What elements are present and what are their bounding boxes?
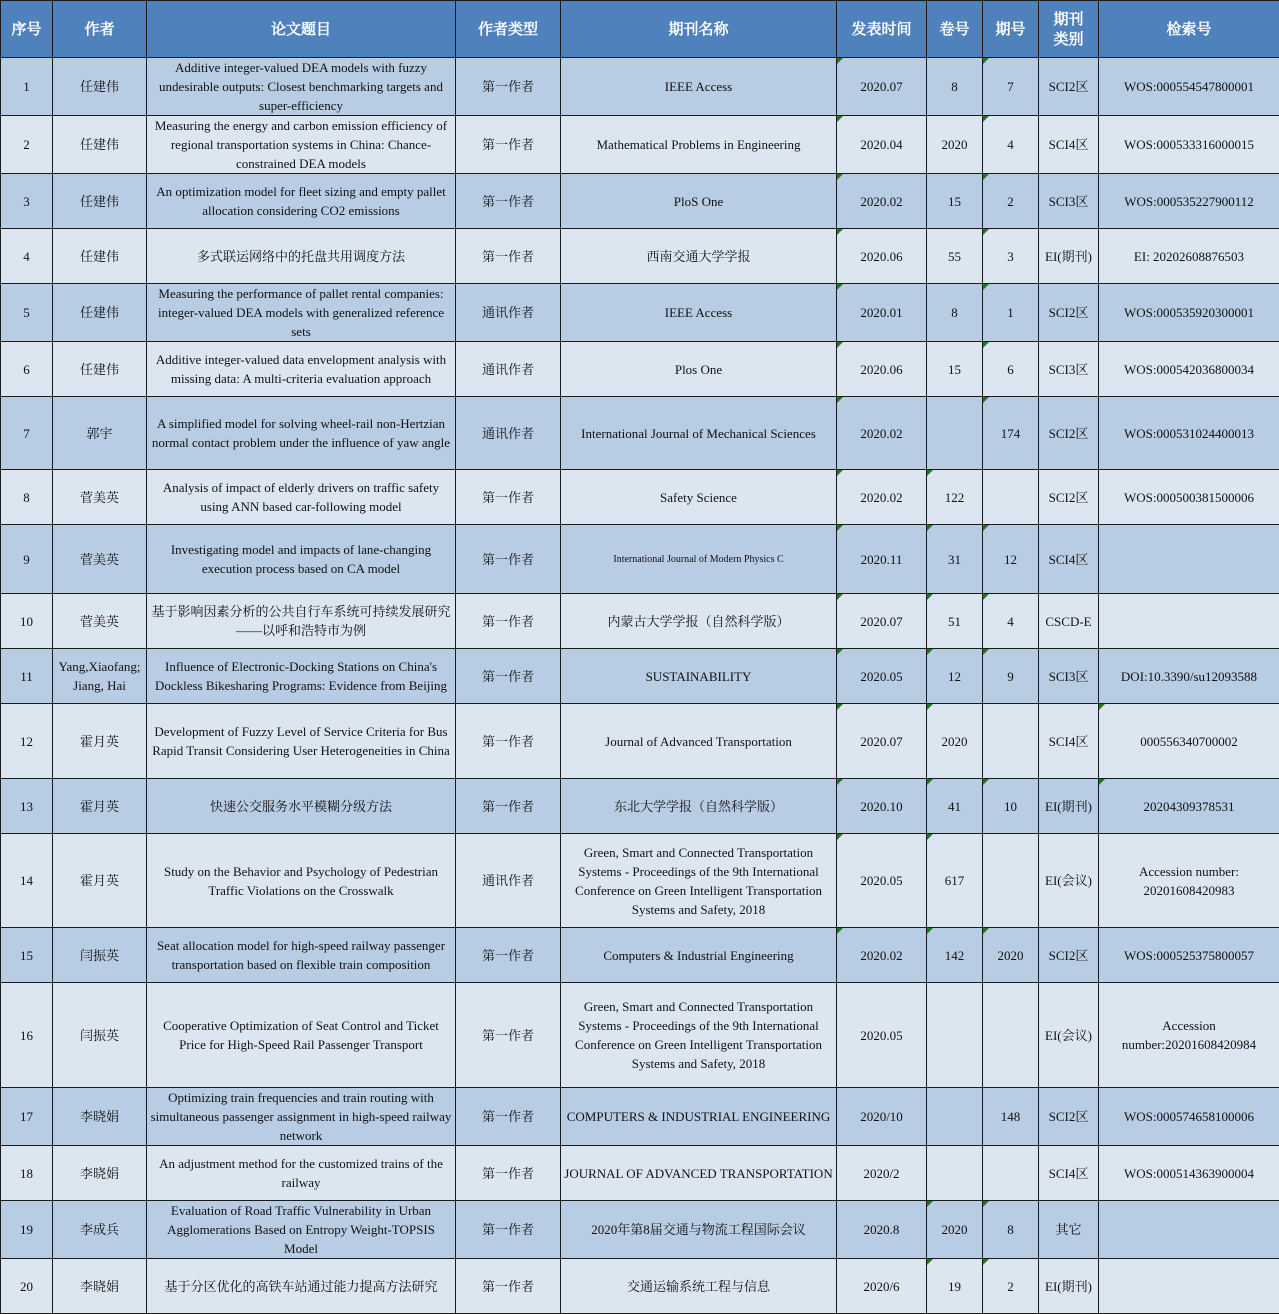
row-author: 闫振英 (53, 928, 147, 983)
row-author: 李晓娟 (53, 1146, 147, 1201)
cell-marker-icon (837, 174, 843, 180)
row-title: Evaluation of Road Traffic Vulnerability in Urban Agglomerations Based on Entropy Weight-TOPSIS Model (147, 1201, 456, 1259)
row-date: 2020.10 (837, 779, 927, 834)
row-author: 任建伟 (53, 116, 147, 174)
row-volume: 51 (927, 594, 983, 649)
row-volume: 8 (927, 58, 983, 116)
row-no: 15 (1, 928, 53, 983)
row-category: SCI3区 (1039, 649, 1099, 704)
row-journal: 交通运输系统工程与信息 (561, 1259, 837, 1314)
table-row (1, 594, 1279, 649)
row-volume: 2020 (927, 116, 983, 174)
row-issue (983, 1146, 1039, 1201)
row-title: An optimization model for fleet sizing and empty pallet allocation considering CO2 emissions (147, 174, 456, 229)
cell-marker-icon (983, 1201, 989, 1207)
table-row (1, 1088, 1279, 1146)
row-role: 通讯作者 (456, 834, 561, 928)
row-author: 霍月英 (53, 704, 147, 779)
row-journal: IEEE Access (561, 284, 837, 342)
table-row (1, 834, 1279, 928)
row-index: WOS:000535227900112 (1099, 174, 1279, 229)
row-no: 5 (1, 284, 53, 342)
row-journal: JOURNAL OF ADVANCED TRANSPORTATION (561, 1146, 837, 1201)
header-title: 论文题目 (147, 1, 456, 58)
table-row (1, 1201, 1279, 1259)
cell-marker-icon (1099, 704, 1105, 710)
cell-marker-icon (983, 594, 989, 600)
cell-marker-icon (927, 779, 933, 785)
row-index: WOS:000514363900004 (1099, 1146, 1279, 1201)
row-no: 18 (1, 1146, 53, 1201)
cell-marker-icon (983, 174, 989, 180)
row-title: Measuring the energy and carbon emission efficiency of regional transportation systems in China: Chance-constrained DEA models (147, 116, 456, 174)
row-author: 任建伟 (53, 174, 147, 229)
row-role: 第一作者 (456, 779, 561, 834)
cell-marker-icon (927, 834, 933, 840)
table-row (1, 116, 1279, 174)
row-date: 2020/10 (837, 1088, 927, 1146)
header-category: 期刊 类别 (1039, 1, 1099, 58)
row-issue (983, 983, 1039, 1088)
row-category: SCI4区 (1039, 1146, 1099, 1201)
row-role: 通讯作者 (456, 397, 561, 470)
row-no: 4 (1, 229, 53, 284)
row-no: 1 (1, 58, 53, 116)
row-author: 郭宇 (53, 397, 147, 470)
row-title: Development of Fuzzy Level of Service Criteria for Bus Rapid Transit Considering User Heterogeneities in China (147, 704, 456, 779)
cell-marker-icon (983, 1259, 989, 1265)
row-author: 任建伟 (53, 342, 147, 397)
row-date: 2020.02 (837, 928, 927, 983)
row-journal: COMPUTERS & INDUSTRIAL ENGINEERING (561, 1088, 837, 1146)
row-no: 11 (1, 649, 53, 704)
row-issue: 174 (983, 397, 1039, 470)
cell-marker-icon (983, 284, 989, 290)
row-title: Seat allocation model for high-speed railway passenger transportation based on flexible train composition (147, 928, 456, 983)
cell-marker-icon (1099, 779, 1105, 785)
row-category: EI(会议) (1039, 983, 1099, 1088)
table-row (1, 983, 1279, 1088)
row-no: 10 (1, 594, 53, 649)
cell-marker-icon (927, 594, 933, 600)
row-issue (983, 834, 1039, 928)
cell-marker-icon (837, 342, 843, 348)
row-date: 2020.11 (837, 525, 927, 594)
row-volume: 55 (927, 229, 983, 284)
header-issue: 期号 (983, 1, 1039, 58)
row-category: EI(会议) (1039, 834, 1099, 928)
row-index: Accession number:20201608420984 (1099, 983, 1279, 1088)
cell-marker-icon (837, 928, 843, 934)
row-no: 12 (1, 704, 53, 779)
row-no: 20 (1, 1259, 53, 1314)
row-issue: 12 (983, 525, 1039, 594)
cell-marker-icon (983, 928, 989, 934)
row-role: 第一作者 (456, 704, 561, 779)
row-journal: Safety Science (561, 470, 837, 525)
row-category: SCI2区 (1039, 397, 1099, 470)
row-category: SCI2区 (1039, 284, 1099, 342)
row-title: Analysis of impact of elderly drivers on traffic safety using ANN based car-following model (147, 470, 456, 525)
row-category: EI(期刊) (1039, 779, 1099, 834)
row-volume: 2020 (927, 704, 983, 779)
row-category: SCI2区 (1039, 928, 1099, 983)
row-no: 14 (1, 834, 53, 928)
row-date: 2020.07 (837, 58, 927, 116)
row-title: An adjustment method for the customized trains of the railway (147, 1146, 456, 1201)
row-volume (927, 1146, 983, 1201)
header-date: 发表时间 (837, 1, 927, 58)
row-volume: 19 (927, 1259, 983, 1314)
cell-marker-icon (837, 704, 843, 710)
row-role: 第一作者 (456, 174, 561, 229)
row-no: 17 (1, 1088, 53, 1146)
row-index (1099, 1259, 1279, 1314)
row-author: 任建伟 (53, 284, 147, 342)
row-role: 第一作者 (456, 928, 561, 983)
row-volume: 142 (927, 928, 983, 983)
row-author: 李晓娟 (53, 1259, 147, 1314)
row-date: 2020.06 (837, 229, 927, 284)
cell-marker-icon (983, 397, 989, 403)
row-role: 通讯作者 (456, 284, 561, 342)
header-row (1, 1, 1279, 58)
row-index: WOS:000533316000015 (1099, 116, 1279, 174)
row-volume: 617 (927, 834, 983, 928)
row-date: 2020.02 (837, 174, 927, 229)
row-issue: 2020 (983, 928, 1039, 983)
row-role: 第一作者 (456, 983, 561, 1088)
row-index: DOI:10.3390/su12093588 (1099, 649, 1279, 704)
row-title: Additive integer-valued data envelopment analysis with missing data: A multi-criteria evaluation approach (147, 342, 456, 397)
row-issue: 8 (983, 1201, 1039, 1259)
cell-marker-icon (983, 342, 989, 348)
row-title: 基于影响因素分析的公共自行车系统可持续发展研究——以呼和浩特市为例 (147, 594, 456, 649)
table-row (1, 779, 1279, 834)
row-title: Investigating model and impacts of lane-changing execution process based on CA model (147, 525, 456, 594)
table-row (1, 58, 1279, 116)
row-index: Accession number: 20201608420983 (1099, 834, 1279, 928)
row-volume (927, 983, 983, 1088)
row-no: 19 (1, 1201, 53, 1259)
row-role: 第一作者 (456, 1201, 561, 1259)
row-author: 李晓娟 (53, 1088, 147, 1146)
row-date: 2020.02 (837, 397, 927, 470)
table-row (1, 704, 1279, 779)
row-issue: 9 (983, 649, 1039, 704)
row-title: 基于分区优化的高铁车站通过能力提高方法研究 (147, 1259, 456, 1314)
row-issue: 148 (983, 1088, 1039, 1146)
row-role: 第一作者 (456, 649, 561, 704)
cell-marker-icon (837, 594, 843, 600)
table-row (1, 397, 1279, 470)
row-issue: 2 (983, 174, 1039, 229)
table-row (1, 284, 1279, 342)
row-author: 霍月英 (53, 779, 147, 834)
row-journal: 内蒙古大学学报（自然科学版） (561, 594, 837, 649)
row-issue: 4 (983, 116, 1039, 174)
row-volume: 15 (927, 342, 983, 397)
row-journal: Plos One (561, 342, 837, 397)
table-row (1, 229, 1279, 284)
row-date: 2020.07 (837, 594, 927, 649)
row-category: SCI2区 (1039, 1088, 1099, 1146)
table-row (1, 649, 1279, 704)
cell-marker-icon (927, 1201, 933, 1207)
row-issue: 1 (983, 284, 1039, 342)
cell-marker-icon (837, 58, 843, 64)
row-volume: 31 (927, 525, 983, 594)
header-no: 序号 (1, 1, 53, 58)
row-date: 2020.06 (837, 342, 927, 397)
row-index: EI: 20202608876503 (1099, 229, 1279, 284)
row-journal: 2020年第8届交通与物流工程国际会议 (561, 1201, 837, 1259)
row-index: WOS:000525375800057 (1099, 928, 1279, 983)
row-role: 第一作者 (456, 594, 561, 649)
cell-marker-icon (927, 704, 933, 710)
row-volume (927, 1088, 983, 1146)
row-role: 第一作者 (456, 58, 561, 116)
row-journal: SUSTAINABILITY (561, 649, 837, 704)
row-role: 第一作者 (456, 1259, 561, 1314)
row-index: WOS:000531024400013 (1099, 397, 1279, 470)
cell-marker-icon (837, 397, 843, 403)
row-category: SCI3区 (1039, 174, 1099, 229)
row-author: 菅美英 (53, 470, 147, 525)
cell-marker-icon (927, 649, 933, 655)
row-no: 8 (1, 470, 53, 525)
header-index: 检索号 (1099, 1, 1279, 58)
row-journal: IEEE Access (561, 58, 837, 116)
row-journal: International Journal of Mechanical Sciences (561, 397, 837, 470)
row-journal: 东北大学学报（自然科学版） (561, 779, 837, 834)
row-index (1099, 525, 1279, 594)
row-date: 2020.01 (837, 284, 927, 342)
row-role: 第一作者 (456, 1146, 561, 1201)
row-index (1099, 1201, 1279, 1259)
row-date: 2020.04 (837, 116, 927, 174)
cell-marker-icon (927, 525, 933, 531)
row-category: SCI3区 (1039, 342, 1099, 397)
row-index: 20204309378531 (1099, 779, 1279, 834)
row-volume: 12 (927, 649, 983, 704)
cell-marker-icon (927, 1259, 933, 1265)
row-author: 霍月英 (53, 834, 147, 928)
row-title: Cooperative Optimization of Seat Control and Ticket Price for High-Speed Rail Passenger Transport (147, 983, 456, 1088)
cell-marker-icon (983, 649, 989, 655)
row-volume: 122 (927, 470, 983, 525)
row-title: 快速公交服务水平模糊分级方法 (147, 779, 456, 834)
row-volume (927, 397, 983, 470)
row-issue: 4 (983, 594, 1039, 649)
row-journal: PloS One (561, 174, 837, 229)
row-volume: 15 (927, 174, 983, 229)
row-author: 任建伟 (53, 58, 147, 116)
row-title: 多式联运网络中的托盘共用调度方法 (147, 229, 456, 284)
row-category: SCI2区 (1039, 470, 1099, 525)
row-date: 2020.8 (837, 1201, 927, 1259)
row-index: WOS:000542036800034 (1099, 342, 1279, 397)
cell-marker-icon (927, 470, 933, 476)
row-issue: 2 (983, 1259, 1039, 1314)
row-author: 菅美英 (53, 594, 147, 649)
table-row (1, 174, 1279, 229)
row-category: SCI2区 (1039, 58, 1099, 116)
cell-marker-icon (983, 779, 989, 785)
row-title: Influence of Electronic-Docking Stations on China's Dockless Bikesharing Programs: Evidence from Beijing (147, 649, 456, 704)
cell-marker-icon (837, 284, 843, 290)
row-title: Study on the Behavior and Psychology of Pedestrian Traffic Violations on the Crosswalk (147, 834, 456, 928)
table-row (1, 1146, 1279, 1201)
row-author: Yang,Xiaofang; Jiang, Hai (53, 649, 147, 704)
header-author: 作者 (53, 1, 147, 58)
row-title: A simplified model for solving wheel-rail non-Hertzian normal contact problem under the influence of yaw angle (147, 397, 456, 470)
cell-marker-icon (983, 229, 989, 235)
cell-marker-icon (837, 834, 843, 840)
row-role: 通讯作者 (456, 342, 561, 397)
table-row (1, 525, 1279, 594)
row-journal: International Journal of Modern Physics C (561, 525, 837, 594)
header-journal: 期刊名称 (561, 1, 837, 58)
cell-marker-icon (837, 470, 843, 476)
row-date: 2020.05 (837, 834, 927, 928)
row-role: 第一作者 (456, 1088, 561, 1146)
row-volume: 41 (927, 779, 983, 834)
row-author: 菅美英 (53, 525, 147, 594)
table-row (1, 342, 1279, 397)
row-no: 9 (1, 525, 53, 594)
header-role: 作者类型 (456, 1, 561, 58)
row-role: 第一作者 (456, 470, 561, 525)
row-no: 16 (1, 983, 53, 1088)
row-role: 第一作者 (456, 116, 561, 174)
row-issue: 3 (983, 229, 1039, 284)
cell-marker-icon (983, 525, 989, 531)
header-volume: 卷号 (927, 1, 983, 58)
row-index: WOS:000554547800001 (1099, 58, 1279, 116)
row-volume: 8 (927, 284, 983, 342)
row-journal: Mathematical Problems in Engineering (561, 116, 837, 174)
cell-marker-icon (837, 779, 843, 785)
table-row (1, 928, 1279, 983)
row-no: 2 (1, 116, 53, 174)
row-date: 2020.02 (837, 470, 927, 525)
row-no: 3 (1, 174, 53, 229)
row-journal: Journal of Advanced Transportation (561, 704, 837, 779)
row-index (1099, 594, 1279, 649)
table-row (1, 1259, 1279, 1314)
row-title: Additive integer-valued DEA models with fuzzy undesirable outputs: Closest benchmarking targets and super-efficiency (147, 58, 456, 116)
row-title: Optimizing train frequencies and train routing with simultaneous passenger assignment in high-speed railway network (147, 1088, 456, 1146)
row-category: SCI4区 (1039, 116, 1099, 174)
row-date: 2020/6 (837, 1259, 927, 1314)
cell-marker-icon (837, 525, 843, 531)
row-author: 任建伟 (53, 229, 147, 284)
row-title: Measuring the performance of pallet rental companies: integer-valued DEA models with generalized reference sets (147, 284, 456, 342)
row-issue: 10 (983, 779, 1039, 834)
cell-marker-icon (837, 116, 843, 122)
row-issue (983, 704, 1039, 779)
cell-marker-icon (983, 58, 989, 64)
row-issue (983, 470, 1039, 525)
row-no: 13 (1, 779, 53, 834)
row-category: CSCD-E (1039, 594, 1099, 649)
table-row (1, 470, 1279, 525)
row-index: 000556340700002 (1099, 704, 1279, 779)
row-journal: Green, Smart and Connected Transportation Systems - Proceedings of the 9th International Conference on Green Intelligent Transportation Systems and Safety, 2018 (561, 983, 837, 1088)
row-category: 其它 (1039, 1201, 1099, 1259)
row-index: WOS:000535920300001 (1099, 284, 1279, 342)
row-issue: 6 (983, 342, 1039, 397)
row-journal: 西南交通大学学报 (561, 229, 837, 284)
row-index: WOS:000500381500006 (1099, 470, 1279, 525)
row-date: 2020.05 (837, 983, 927, 1088)
cell-marker-icon (837, 649, 843, 655)
row-role: 第一作者 (456, 229, 561, 284)
row-category: EI(期刊) (1039, 229, 1099, 284)
cell-marker-icon (837, 229, 843, 235)
row-author: 闫振英 (53, 983, 147, 1088)
row-no: 7 (1, 397, 53, 470)
row-no: 6 (1, 342, 53, 397)
row-role: 第一作者 (456, 525, 561, 594)
cell-marker-icon (927, 928, 933, 934)
row-journal: Computers & Industrial Engineering (561, 928, 837, 983)
row-issue: 7 (983, 58, 1039, 116)
row-journal: Green, Smart and Connected Transportation Systems - Proceedings of the 9th International Conference on Green Intelligent Transportation Systems and Safety, 2018 (561, 834, 837, 928)
row-index: WOS:000574658100006 (1099, 1088, 1279, 1146)
row-date: 2020.05 (837, 649, 927, 704)
row-category: SCI4区 (1039, 704, 1099, 779)
cell-marker-icon (983, 116, 989, 122)
row-author: 李成兵 (53, 1201, 147, 1259)
row-date: 2020.07 (837, 704, 927, 779)
row-date: 2020/2 (837, 1146, 927, 1201)
row-category: SCI4区 (1039, 525, 1099, 594)
row-volume: 2020 (927, 1201, 983, 1259)
row-category: EI(期刊) (1039, 1259, 1099, 1314)
